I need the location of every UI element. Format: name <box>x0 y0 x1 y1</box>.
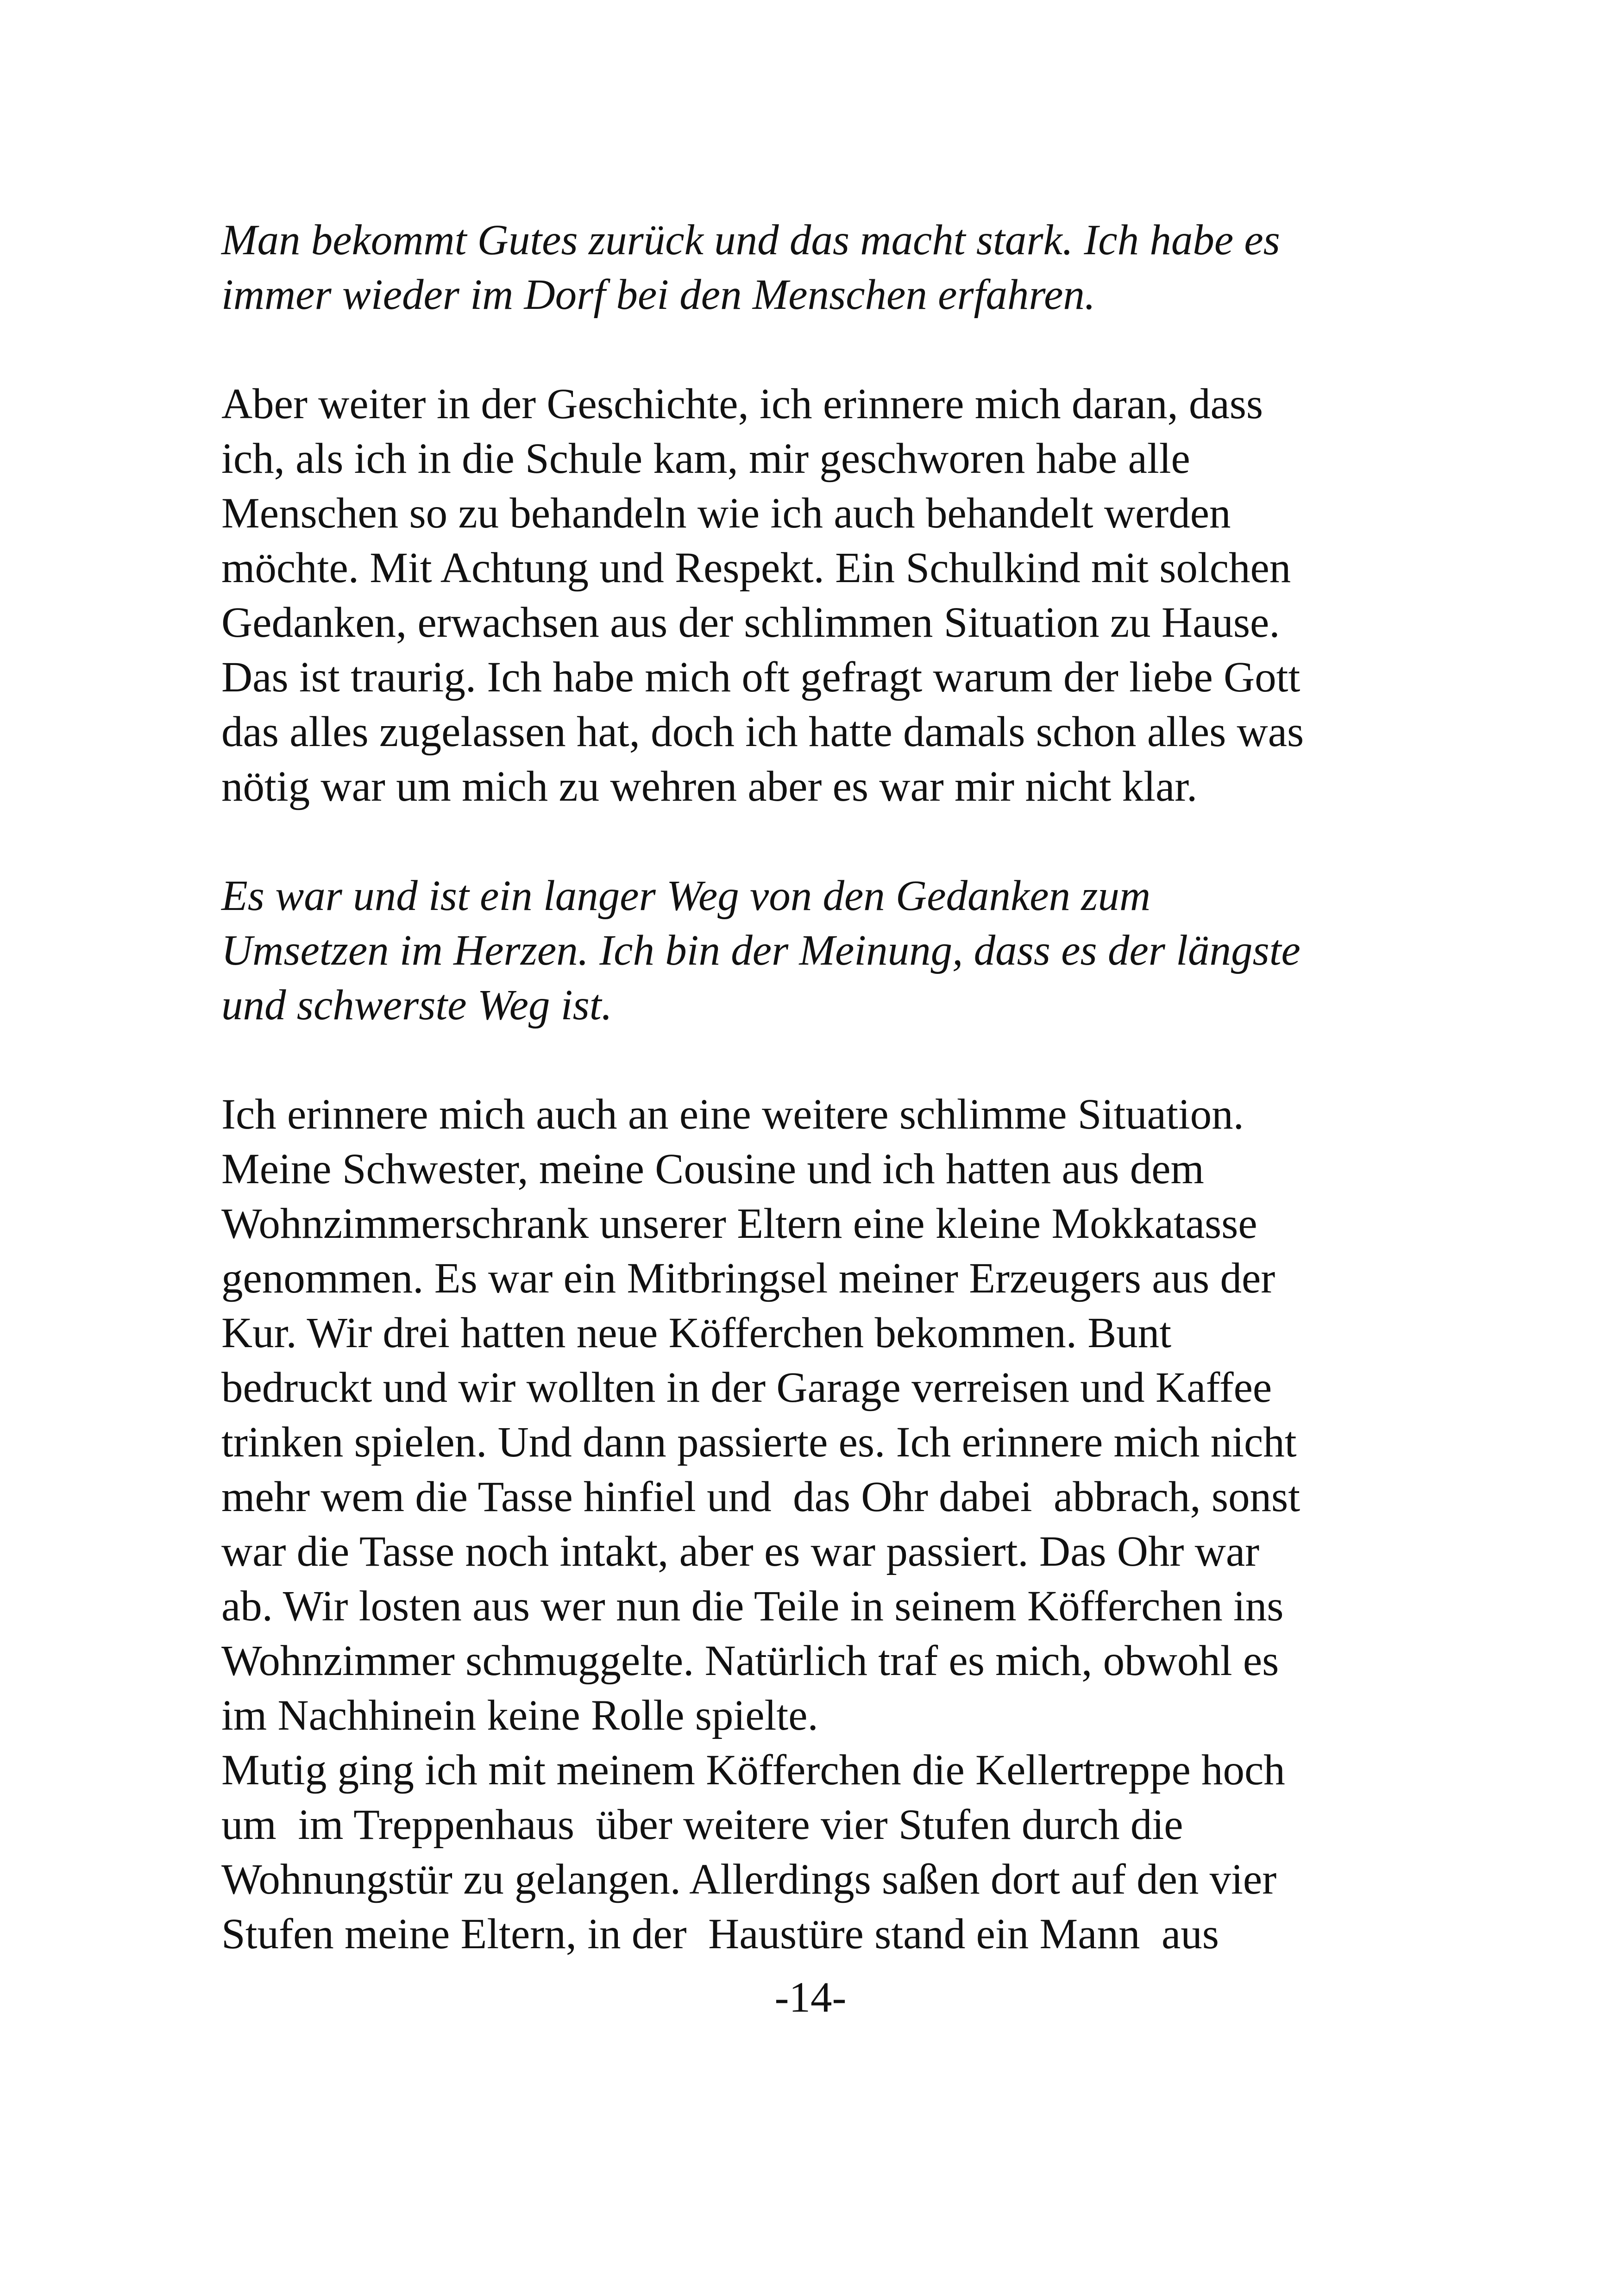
text-line: Kur. Wir drei hatten neue Köfferchen bekommen. Bunt <box>221 1309 1172 1357</box>
text-line: Wohnungstür zu gelangen. Allerdings saßen dort auf den vier <box>221 1856 1277 1903</box>
text-line: Man bekommt Gutes zurück und das macht stark. Ich habe es <box>221 216 1280 264</box>
text-line: möchte. Mit Achtung und Respekt. Ein Schulkind mit solchen <box>221 544 1291 592</box>
text-line: Meine Schwester, meine Cousine und ich hatten aus dem <box>221 1145 1204 1193</box>
text-line: Umsetzen im Herzen. Ich bin der Meinung, dass es der längste <box>221 927 1301 974</box>
text-line: um im Treppenhaus über weitere vier Stufen durch die <box>221 1801 1183 1849</box>
text-line: Mutig ging ich mit meinem Köfferchen die Kellertreppe hoch <box>221 1746 1285 1794</box>
text-line: ich, als ich in die Schule kam, mir geschworen habe alle <box>221 435 1190 483</box>
body-text <box>221 213 1435 1962</box>
text-line: Stufen meine Eltern, in der Haustüre stand ein Mann aus <box>221 1910 1219 1958</box>
text-line: immer wieder im Dorf bei den Menschen erfahren. <box>221 271 1096 319</box>
text-line: bedruckt und wir wollten in der Garage verreisen und Kaffee <box>221 1364 1272 1411</box>
page-number: -14- <box>774 1974 847 2021</box>
text-line: Wohnzimmerschrank unserer Eltern eine kleine Mokkatasse <box>221 1200 1257 1248</box>
text-line: das alles zugelassen hat, doch ich hatte damals schon alles was <box>221 708 1304 756</box>
text-line: Aber weiter in der Geschichte, ich erinnere mich daran, dass <box>221 380 1263 428</box>
italic-paragraph-1 <box>221 213 1435 322</box>
text-line: im Nachhinein keine Rolle spielte. <box>221 1692 818 1739</box>
text-line: nötig war um mich zu wehren aber es war mir nicht klar. <box>221 763 1198 810</box>
paragraph-2 <box>221 377 1435 814</box>
text-line: Menschen so zu behandeln wie ich auch behandelt werden <box>221 489 1231 537</box>
text-line: war die Tasse noch intakt, aber es war passiert. Das Ohr war <box>221 1528 1260 1575</box>
text-line: Wohnzimmer schmuggelte. Natürlich traf es mich, obwohl es <box>221 1637 1279 1685</box>
paragraph-5 <box>221 1743 1435 1962</box>
text-line: und schwerste Weg ist. <box>221 981 612 1029</box>
text-line: Gedanken, erwachsen aus der schlimmen Situation zu Hause. <box>221 599 1280 646</box>
italic-paragraph-3 <box>221 869 1435 1033</box>
text-line: Das ist traurig. Ich habe mich oft gefragt warum der liebe Gott <box>221 653 1301 701</box>
text-line: genommen. Es war ein Mitbringsel meiner Erzeugers aus der <box>221 1255 1275 1302</box>
text-line: trinken spielen. Und dann passierte es. Ich erinnere mich nicht <box>221 1418 1297 1466</box>
text-line: Ich erinnere mich auch an eine weitere schlimme Situation. <box>221 1091 1244 1138</box>
text-line: ab. Wir losten aus wer nun die Teile in seinem Köfferchen ins <box>221 1582 1284 1630</box>
text-line: mehr wem die Tasse hinfiel und das Ohr dabei abbrach, sonst <box>221 1473 1301 1521</box>
paragraph-4 <box>221 1087 1435 1743</box>
text-line: Es war und ist ein langer Weg von den Gedanken zum <box>221 872 1151 920</box>
